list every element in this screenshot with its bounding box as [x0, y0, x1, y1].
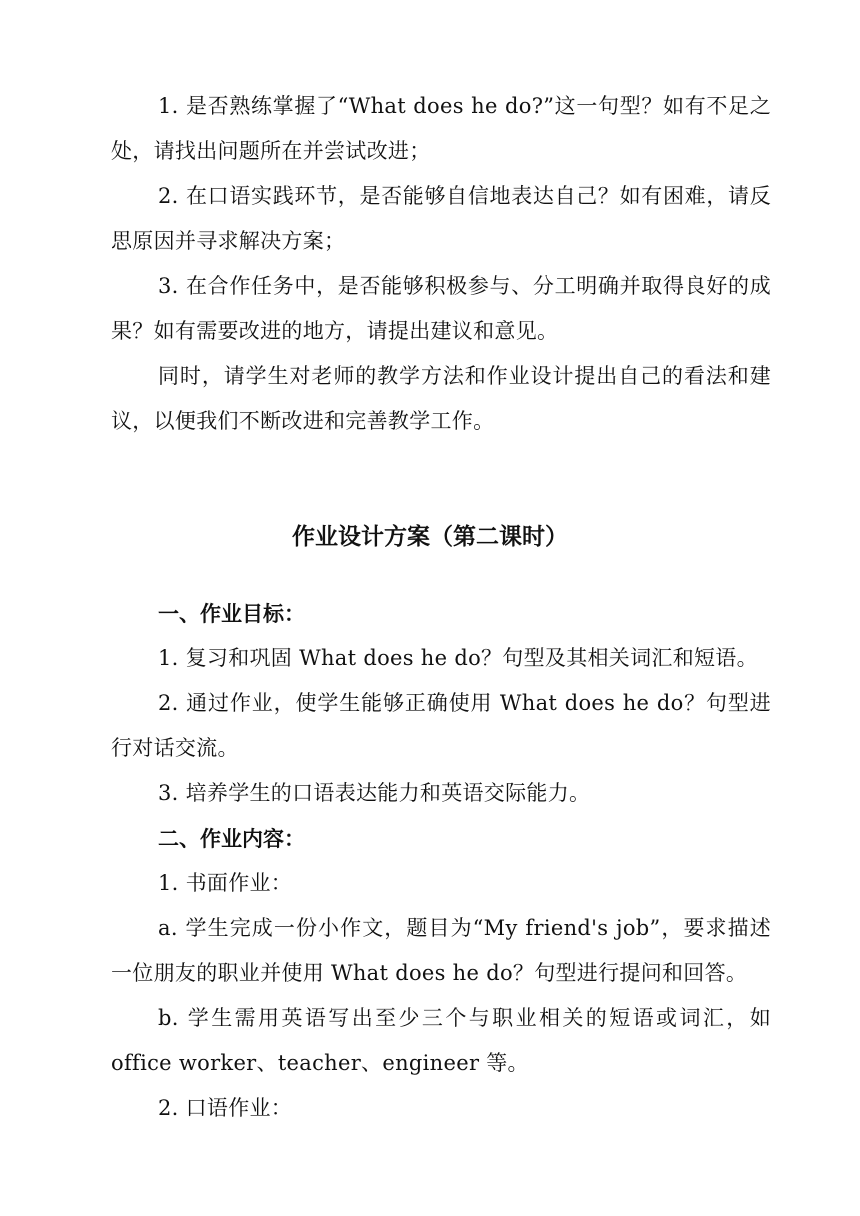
goal-item-2: 2. 通过作业，使学生能够正确使用 What does he do？句型进行对话交流。: [111, 691, 771, 760]
reflection-item-2: 2. 在口语实践环节，是否能够自信地表达自己？如有困难，请反思原因并寻求解决方案；: [111, 184, 771, 253]
section-heading-goals: 一、作业目标：: [158, 602, 305, 626]
reflection-closing: 同时，请学生对老师的教学方法和作业设计提出自己的看法和建议，以便我们不断改进和完善教学工作。: [111, 364, 771, 433]
oral-homework-label: 2. 口语作业：: [158, 1096, 293, 1120]
written-homework-b: b. 学生需用英语写出至少三个与职业相关的短语或词汇，如 office worker、teacher、engineer 等。: [111, 1006, 771, 1075]
written-homework-label: 1. 书面作业：: [158, 871, 293, 895]
reflection-item-3: 3. 在合作任务中，是否能够积极参与、分工明确并取得良好的成果？如有需要改进的地方，请提出建议和意见。: [111, 274, 771, 343]
written-homework-a: a. 学生完成一份小作文，题目为“My friend's job”，要求描述一位朋友的职业并使用 What does he do？句型进行提问和回答。: [111, 916, 771, 985]
reflection-item-1: 1. 是否熟练掌握了“What does he do?”这一句型？如有不足之处，请找出问题所在并尝试改进；: [111, 94, 771, 163]
page-title: 作业设计方案（第二课时）: [292, 524, 568, 550]
goal-item-3: 3. 培养学生的口语表达能力和英语交际能力。: [158, 781, 591, 805]
section-heading-content: 二、作业内容：: [158, 827, 305, 851]
goal-item-1: 1. 复习和巩固 What does he do？句型及其相关词汇和短语。: [158, 646, 758, 670]
